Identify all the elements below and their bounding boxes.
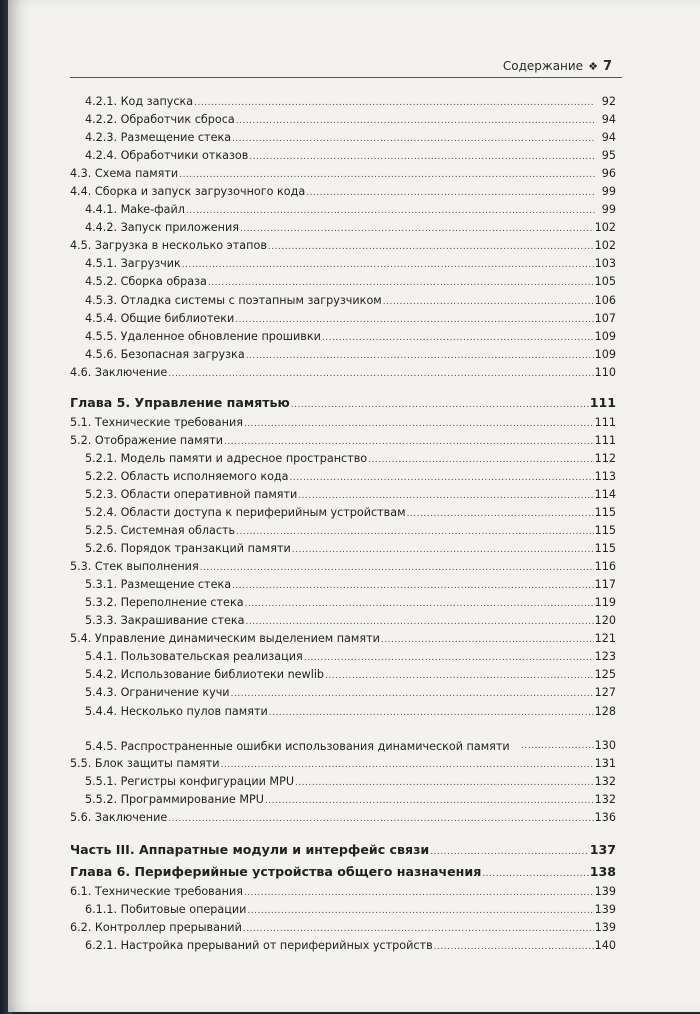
toc-entry (70, 255, 616, 273)
toc-entry (70, 612, 616, 630)
toc-dot-leader (368, 450, 594, 469)
page-number: 7 (602, 59, 612, 74)
toc-entry-page: 115 (594, 505, 616, 519)
toc-entry (70, 755, 616, 773)
toc-entry-title: 4.2.3. Размещение стека (85, 131, 232, 145)
toc-entry-page: 140 (594, 938, 616, 952)
toc-entry-title: 4.4. Сборка и запуск загрузочного кода (70, 185, 306, 199)
toc-entry (70, 703, 616, 721)
toc-dot-leader (240, 219, 594, 238)
toc-dot-leader (182, 255, 594, 274)
toc-entry (70, 540, 616, 558)
toc-entry-page: 109 (594, 347, 616, 361)
toc-chapter-6 (70, 861, 616, 883)
toc-entry-title: 5.2.6. Порядок транзакций памяти (85, 542, 291, 556)
toc-entry-title: 5.2.5. Системная область (85, 524, 236, 538)
toc-entry-page: 115 (594, 524, 616, 538)
toc-dot-leader (200, 558, 594, 577)
toc-entry-title: 5.3.1. Размещение стека (85, 578, 232, 592)
toc-entry-title: 4.5.3. Отладка системы с поэтапным загрузчиком (85, 293, 382, 307)
toc-entry (70, 809, 616, 827)
toc-entry-title: 6.2. Контроллер прерываний (70, 920, 242, 934)
toc-entry-page: 96 (601, 167, 616, 181)
toc-entry-title: 5.5. Блок защиты памяти (70, 756, 220, 770)
toc-entry-title: 5.3.3. Закрашивание стека (85, 614, 245, 628)
toc-chapter-5 (70, 392, 616, 414)
toc-entry-title: 5.4. Управление динамическим выделением памяти (70, 632, 380, 646)
toc-entry-title: Глава 6. Периферийные устройства общего назначения (70, 863, 482, 879)
toc-dot-leader (231, 684, 594, 703)
toc-dot-leader (245, 612, 593, 631)
toc-entry-page: 137 (589, 841, 616, 857)
toc-entry-page: 138 (589, 863, 616, 879)
toc-entry-title: 5.4.2. Использование библиотеки newlib (85, 668, 325, 682)
toc-dot-leader (246, 346, 594, 365)
toc-entry (70, 237, 616, 255)
header-title: Содержание (502, 59, 584, 73)
toc-entry (70, 522, 616, 540)
toc-entry-page: 99 (601, 203, 616, 217)
toc-entry-title: 4.5.5. Удаленное обновление прошивки (85, 329, 321, 343)
toc-entry-title: 5.2.4. Области доступа к периферийным устройствам (85, 505, 406, 519)
toc-entry (70, 630, 616, 648)
table-of-contents (70, 93, 616, 955)
toc-dot-leader (381, 630, 594, 649)
toc-dot-leader (232, 576, 594, 595)
toc-dot-leader (291, 392, 589, 416)
toc-entry (70, 201, 616, 219)
toc-entry-title: 4.5. Загрузка в несколько этапов (70, 239, 267, 253)
toc-entry (70, 773, 616, 791)
toc-entry-title: 4.5.6. Безопасная загрузка (85, 347, 245, 361)
toc-entry-page: 102 (594, 221, 616, 235)
toc-entry-title: 5.2.2. Область исполняемого кода (85, 469, 289, 483)
toc-entry (70, 111, 616, 129)
toc-entry-page: 102 (594, 239, 616, 253)
toc-entry-title: 5.2.1. Модель памяти и адресное пространство (85, 451, 368, 465)
toc-entry-page: 112 (594, 451, 616, 465)
toc-entry-page: 131 (594, 756, 616, 770)
toc-entry (70, 346, 616, 364)
toc-dot-leader (208, 273, 594, 292)
running-header (503, 59, 612, 74)
toc-entry-title: 5.4.4. Несколько пулов памяти (85, 704, 268, 718)
toc-entry (70, 310, 616, 328)
toc-entry-page: 127 (594, 686, 616, 700)
toc-entry-title: 5.5.2. Программирование MPU (85, 792, 264, 806)
toc-entry (70, 328, 616, 346)
toc-entry-page: 120 (594, 614, 616, 628)
toc-entry-title: 4.5.1. Загрузчик (85, 257, 181, 271)
toc-entry-title: 5.4.3. Ограничение кучи (85, 686, 230, 700)
toc-dot-leader (247, 901, 593, 920)
toc-block-chapter6 (70, 883, 616, 955)
toc-entry (70, 165, 616, 183)
toc-entry-page: 115 (594, 542, 616, 556)
toc-entry-page: 123 (594, 650, 616, 664)
toc-dot-leader (249, 147, 595, 166)
toc-entry-page: 111 (589, 394, 616, 410)
toc-entry-page: 113 (594, 469, 616, 483)
toc-entry-title: 5.6. Заключение (70, 810, 168, 824)
toc-entry-page: 139 (594, 902, 616, 916)
toc-entry (70, 666, 616, 684)
header-rule (70, 77, 622, 78)
toc-entry-page: 139 (594, 884, 616, 898)
book-page (8, 0, 700, 1012)
toc-entry (70, 273, 616, 291)
toc-entry-title: 4.5.2. Сборка образа (85, 275, 207, 289)
toc-dot-leader (179, 165, 595, 184)
toc-entry-page: 128 (594, 704, 616, 718)
toc-entry (70, 129, 616, 147)
toc-entry-page: 125 (594, 668, 616, 682)
toc-entry-title: 5.3.2. Переполнение стека (85, 596, 244, 610)
toc-entry-title: 4.2.1. Код запуска (85, 95, 194, 108)
toc-dot-leader (322, 328, 594, 347)
toc-dot-leader (292, 540, 594, 559)
toc-entry-title: Часть III. Аппаратные модули и интерфейс связи (70, 841, 430, 857)
toc-entry-title: 5.2. Отображение памяти (70, 433, 224, 447)
toc-entry (70, 883, 616, 901)
toc-dot-leader (194, 93, 595, 112)
toc-entry (70, 721, 616, 755)
toc-entry (70, 364, 616, 382)
toc-entry (70, 558, 616, 576)
toc-entry-page: 94 (601, 131, 616, 145)
toc-entry (70, 594, 616, 612)
toc-entry-page: 130 (594, 738, 616, 752)
toc-entry-title: 5.2.3. Области оперативной памяти (85, 487, 298, 501)
toc-dot-leader (245, 594, 594, 613)
toc-dot-leader (268, 237, 594, 256)
toc-dot-leader (232, 129, 595, 148)
toc-dot-leader (295, 773, 594, 792)
toc-dot-leader (265, 791, 594, 810)
toc-entry-page: 95 (601, 149, 616, 163)
toc-entry-page: 117 (594, 578, 616, 592)
toc-entry (70, 292, 616, 310)
toc-dot-leader (168, 364, 593, 383)
toc-entry (70, 901, 616, 919)
toc-entry (70, 219, 616, 237)
toc-entry-page: 105 (594, 275, 616, 289)
toc-dot-leader (407, 504, 594, 523)
toc-entry (70, 468, 616, 486)
toc-entry-title: 4.3. Схема памяти (70, 167, 179, 181)
toc-entry-page: 114 (594, 487, 616, 501)
toc-entry (70, 684, 616, 702)
toc-entry-page: 107 (594, 311, 616, 325)
toc-dot-leader (430, 839, 588, 863)
toc-entry-title: 5.3. Стек выполнения (70, 560, 199, 574)
toc-part-3 (70, 839, 616, 861)
toc-dot-leader (304, 648, 594, 667)
toc-dot-leader (236, 111, 595, 130)
toc-entry (70, 504, 616, 522)
toc-dot-leader (482, 861, 588, 885)
toc-entry-page: 132 (594, 774, 616, 788)
toc-entry-title: 4.6. Заключение (70, 365, 168, 379)
toc-entry-page: 139 (594, 920, 616, 934)
toc-entry (70, 937, 616, 955)
toc-entry-title: 6.1.1. Побитовые операции (85, 902, 247, 916)
toc-dot-leader (235, 310, 593, 329)
toc-dot-leader (168, 809, 593, 828)
toc-entry-title: 5.4.1. Пользовательская реализация (85, 650, 303, 664)
toc-entry (70, 414, 616, 432)
toc-entry-title: 6.1. Технические требования (70, 884, 243, 898)
toc-entry-page: 103 (594, 257, 616, 271)
toc-entry-title: 4.2.4. Обработчики отказов (85, 149, 249, 163)
toc-entry-page: 111 (594, 415, 616, 429)
toc-dot-leader (306, 183, 595, 202)
toc-entry (70, 432, 616, 450)
toc-block-chapter5 (70, 414, 616, 827)
toc-entry (70, 450, 616, 468)
toc-entry-page: 109 (594, 329, 616, 343)
toc-entry-page: 136 (594, 810, 616, 824)
toc-entry-title: 5.5.1. Регистры конфигурации MPU (85, 774, 295, 788)
toc-entry-title: 4.2.2. Обработчик сброса (85, 113, 235, 127)
toc-entry-page: 92 (601, 95, 616, 108)
toc-entry-page: 106 (594, 293, 616, 307)
toc-entry-page: 94 (601, 113, 616, 127)
toc-entry (70, 576, 616, 594)
toc-entry (70, 147, 616, 165)
toc-dot-leader (236, 522, 594, 541)
toc-block-chapter4 (70, 93, 616, 382)
toc-dot-leader (244, 414, 594, 433)
toc-entry-page: 121 (594, 632, 616, 646)
toc-dot-leader (298, 486, 593, 505)
toc-entry-title: Глава 5. Управление памятью (70, 394, 290, 410)
toc-entry-page: 132 (594, 792, 616, 806)
toc-entry (70, 183, 616, 201)
toc-entry (70, 648, 616, 666)
toc-entry-title: 5.4.5. Распространенные ошибки использования динамической памяти (85, 739, 510, 753)
toc-entry (70, 93, 616, 111)
toc-entry-title: 5.1. Технические требования (70, 415, 243, 429)
toc-dot-leader (221, 755, 594, 774)
toc-entry (70, 919, 616, 937)
toc-dot-leader (186, 201, 595, 220)
toc-dot-leader (521, 736, 594, 755)
toc-dot-leader (325, 666, 594, 685)
toc-entry-title: 6.2.1. Настройка прерываний от периферийных устройств (85, 938, 433, 952)
toc-entry (70, 486, 616, 504)
toc-entry-page: 110 (594, 365, 616, 379)
toc-entry-page: 111 (594, 433, 616, 447)
toc-entry-page: 99 (601, 185, 616, 199)
toc-entry-title: 4.4.2. Запуск приложения (85, 221, 239, 235)
toc-entry-title: 4.5.4. Общие библиотеки (85, 311, 235, 325)
toc-dot-leader (290, 468, 594, 487)
toc-dot-leader (243, 919, 594, 938)
toc-entry-page: 119 (594, 596, 616, 610)
diamond-icon: ❖ (588, 60, 598, 73)
toc-dot-leader (244, 883, 594, 902)
toc-entry-title: 4.4.1. Make-файл (85, 203, 185, 217)
toc-dot-leader (434, 937, 594, 956)
toc-entry-page: 116 (594, 560, 616, 574)
toc-dot-leader (383, 292, 594, 311)
toc-dot-leader (269, 703, 594, 722)
toc-entry (70, 791, 616, 809)
toc-dot-leader (224, 432, 594, 451)
